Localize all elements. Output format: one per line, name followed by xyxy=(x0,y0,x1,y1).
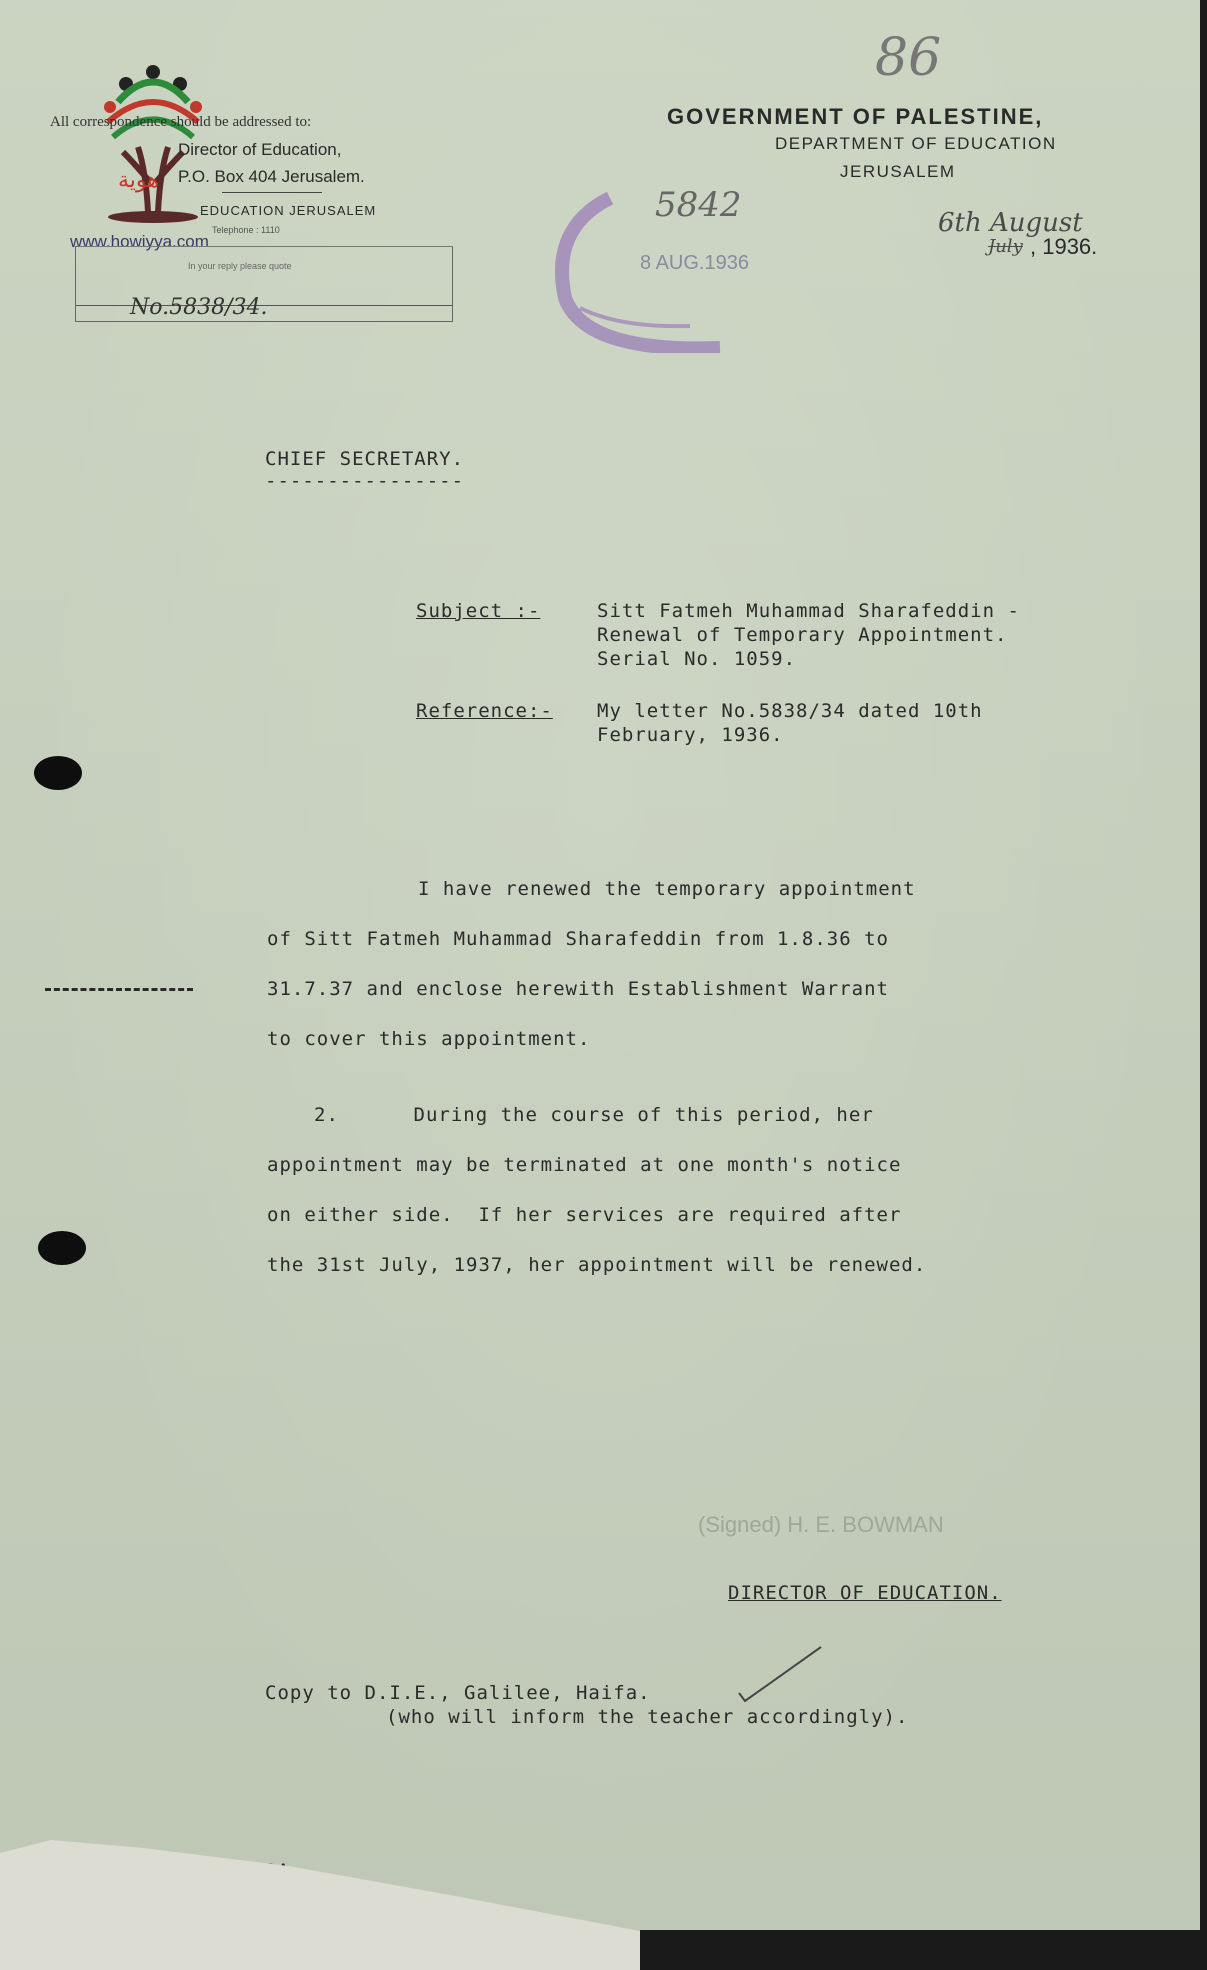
paragraph-2-line: appointment may be terminated at one month's notice xyxy=(267,1154,902,1176)
svg-text:هوية: هوية xyxy=(118,168,159,193)
punch-hole-icon xyxy=(38,1231,86,1265)
date-handwritten: 6th August xyxy=(938,208,1083,238)
subject-line-2: Renewal of Temporary Appointment. xyxy=(597,624,1008,646)
paragraph-2-line: 2. During the course of this period, her xyxy=(314,1104,874,1126)
page-number: 86 xyxy=(875,28,942,88)
reference-label: Reference:- xyxy=(416,700,553,722)
telephone: Telephone : 1110 xyxy=(212,225,280,235)
signatory-title: DIRECTOR OF EDUCATION. xyxy=(728,1582,1002,1604)
stamp-number: 5842 xyxy=(655,185,742,225)
telegram-address: EDUCATION JERUSALEM xyxy=(200,203,377,218)
date-struck: July xyxy=(988,236,1023,257)
addressee: CHIEF SECRETARY. xyxy=(265,448,465,470)
paragraph-1-line: 31.7.37 and enclose herewith Establishment Warrant xyxy=(267,978,889,1000)
date-year: , 1936. xyxy=(1030,234,1098,259)
watermark-url: www.howiyya.com xyxy=(70,232,209,251)
address-line-3: P.O. Box 404 Jerusalem. xyxy=(178,167,365,186)
paragraph-1-line: to cover this appointment. xyxy=(267,1028,591,1050)
city-title: JERUSALEM xyxy=(840,162,956,181)
subject-line-1: Sitt Fatmeh Muhammad Sharafeddin - xyxy=(597,600,1020,622)
reference-line-1: My letter No.5838/34 dated 10th xyxy=(597,700,983,722)
address-line-1: All correspondence should be addressed to: xyxy=(50,114,312,130)
reference-number: No.5838/34. xyxy=(130,295,268,320)
department-title: DEPARTMENT OF EDUCATION xyxy=(775,134,1057,153)
letter-date xyxy=(938,208,1103,258)
paragraph-1-line: I have renewed the temporary appointment xyxy=(418,878,916,900)
stamp-date: 8 AUG.1936 xyxy=(640,252,749,274)
divider xyxy=(222,192,322,193)
address-line-2: Director of Education, xyxy=(178,140,342,159)
reference-line-2: February, 1936. xyxy=(597,724,784,746)
checkmark-icon xyxy=(735,1645,825,1705)
scan-background xyxy=(640,1930,1207,1962)
reply-note: In your reply please quote xyxy=(188,261,292,271)
copy-to-line: Copy to D.I.E., Galilee, Haifa. xyxy=(265,1682,651,1704)
punch-hole-icon xyxy=(34,756,82,790)
paragraph-1-line: of Sitt Fatmeh Muhammad Sharafeddin from 1.8.36 to xyxy=(267,928,889,950)
paragraph-2-line: the 31st July, 1937, her appointment will be renewed. xyxy=(267,1254,927,1276)
paragraph-2-line: on either side. If her services are required after xyxy=(267,1204,902,1226)
fold-mark xyxy=(45,988,193,991)
addressee-rule: ---------------- xyxy=(265,470,465,492)
subject-label: Subject :- xyxy=(416,600,541,622)
government-title: GOVERNMENT OF PALESTINE, xyxy=(667,104,1044,129)
signature: (Signed) H. E. BOWMAN xyxy=(698,1512,944,1537)
copy-to-note: (who will inform the teacher accordingly). xyxy=(386,1706,909,1728)
subject-line-3: Serial No. 1059. xyxy=(597,648,797,670)
